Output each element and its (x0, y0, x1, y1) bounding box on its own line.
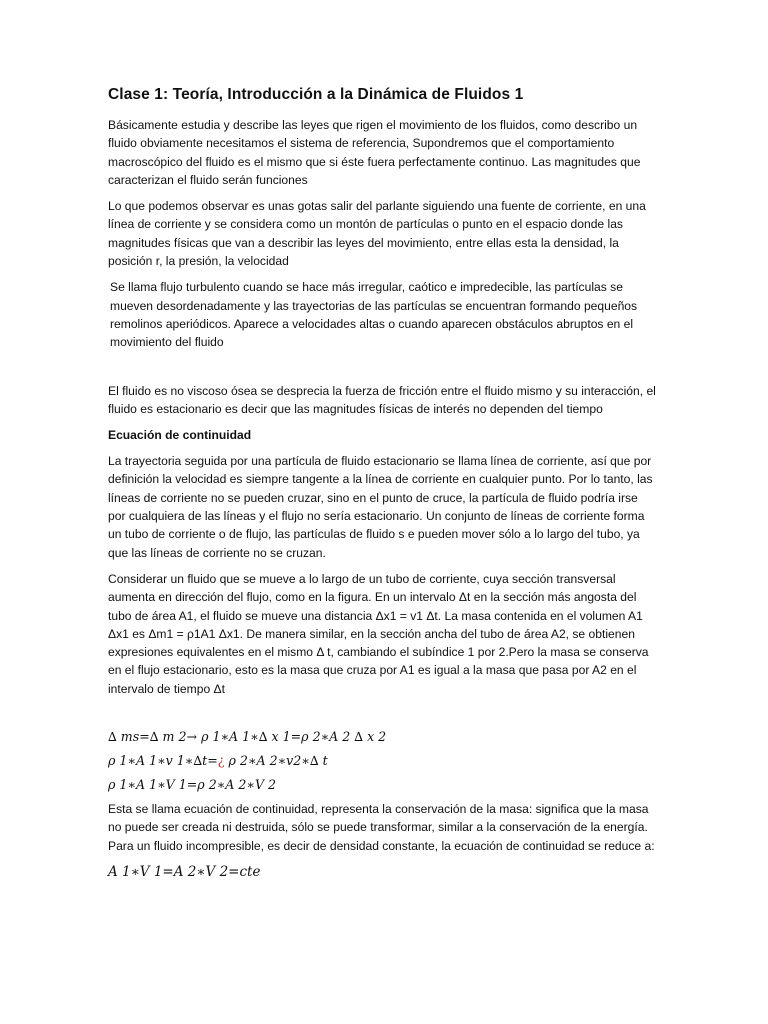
paragraph-turbulent: Se llama flujo turbulento cuando se hace más irregular, caótico e impredecible, las partículas se mueven desordenadamente y las trayectorias de las partículas se encuentran formando pequeños remolinos aperiódicos. Aparece a velocidades altas o cuando aparecen obstáculos abruptos en el movimiento del fluido (110, 280, 638, 350)
paragraph-intro: Básicamente estudia y describe las leyes que rigen el movimiento de los fluidos, como describo un fluido obviamente necesitamos el sistema de referencia, Supondremos que el comportamiento macroscópico del fluido es el mismo que si éste fuera perfectamente continuo. Las magnitudes que caracterizan el fluido serán funciones (108, 118, 641, 187)
equation-continuity-density: ρ 1∗A 1∗V 1=ρ 2∗A 2∗V 2 (108, 777, 277, 793)
equation-mass-flow (108, 752, 658, 770)
equation-mark: ¿ (217, 753, 225, 769)
document-title: Clase 1: Teoría, Introducción a la Dinámica de Fluidos 1 (108, 86, 524, 103)
paragraph-streamline: Lo que podemos observar es unas gotas salir del parlante siguiendo una fuente de corriente, en una línea de corriente y se considera como un montón de partículas o punto en el espacio donde las magnitudes físicas que van a describir las leyes del movimiento, entre ellas esta la densidad, la posición r, la presión, la velocidad (108, 199, 646, 269)
document-page (108, 86, 658, 887)
paragraph-trajectory: La trayectoria seguida por una partícula de fluido estacionario se llama línea de corriente, así que por definición la velocidad es siempre tangente a la línea de corriente en cualquier punto. Por lo tanto, las líneas de corriente no se pueden cruzar, sino en el punto de cruce, la partícula de fluido podría irse por cualquiera de las líneas y el flujo no sería estacionario. Un conjunto de líneas de corriente forma un tubo de corriente o de flujo, las partículas de fluido s e pueden mover sólo a lo largo del tubo, ya que las líneas de corriente no se cruzan. (108, 454, 653, 560)
equation-part: ρ 2∗A 2∗v2∗∆ t (224, 753, 328, 769)
section-heading-continuity: Ecuación de continuidad (108, 428, 252, 443)
paragraph-continuity-explanation: Esta se llama ecuación de continuidad, representa la conservación de la masa: significa que la masa no puede ser creada ni destruida, sólo se puede transformar, similar a la conservación de la energía. Para un fluido incompresible, es decir de densidad constante, la ecuación de continuidad se reduce a: (108, 802, 655, 853)
equation-part: ρ 1∗A 1∗v 1∗∆t= (108, 753, 218, 769)
equation-mass-conservation: ∆ ms=∆ m 2→ ρ 1∗A 1∗∆ x 1=ρ 2∗A 2 ∆ x 2 (108, 729, 387, 745)
paragraph-tube-flow: Considerar un fluido que se mueve a lo largo de un tubo de corriente, cuya sección transversal aumenta en dirección del flujo, como en la figura. En un intervalo Δt en la sección más angosta del tubo de área A1, el fluido se mueve una distancia Δx1 = v1 Δt. La masa contenida en el volumen A1 Δx1 es Δm1 = ρ1A1 Δx1. De manera similar, en la sección ancha del tubo de área A2, se obtienen expresiones equivalentes en el mismo Δ t, cambiando el subíndice 1 por 2.Pero la masa se conserva en el flujo estacionario, esto es la masa que cruza por A1 es igual a la masa que pasa por A2 en el intervalo de tiempo Δt (108, 571, 649, 696)
paragraph-non-viscous: El fluido es no viscoso ósea se desprecia la fuerza de fricción entre el fluido mismo y su interacción, el fluido es estacionario es decir que las magnitudes físicas de interés no dependen del tiempo (108, 383, 656, 416)
spacer (108, 360, 658, 382)
equation-continuity-incompressible: A 1∗V 1=A 2∗V 2=cte (108, 863, 261, 880)
